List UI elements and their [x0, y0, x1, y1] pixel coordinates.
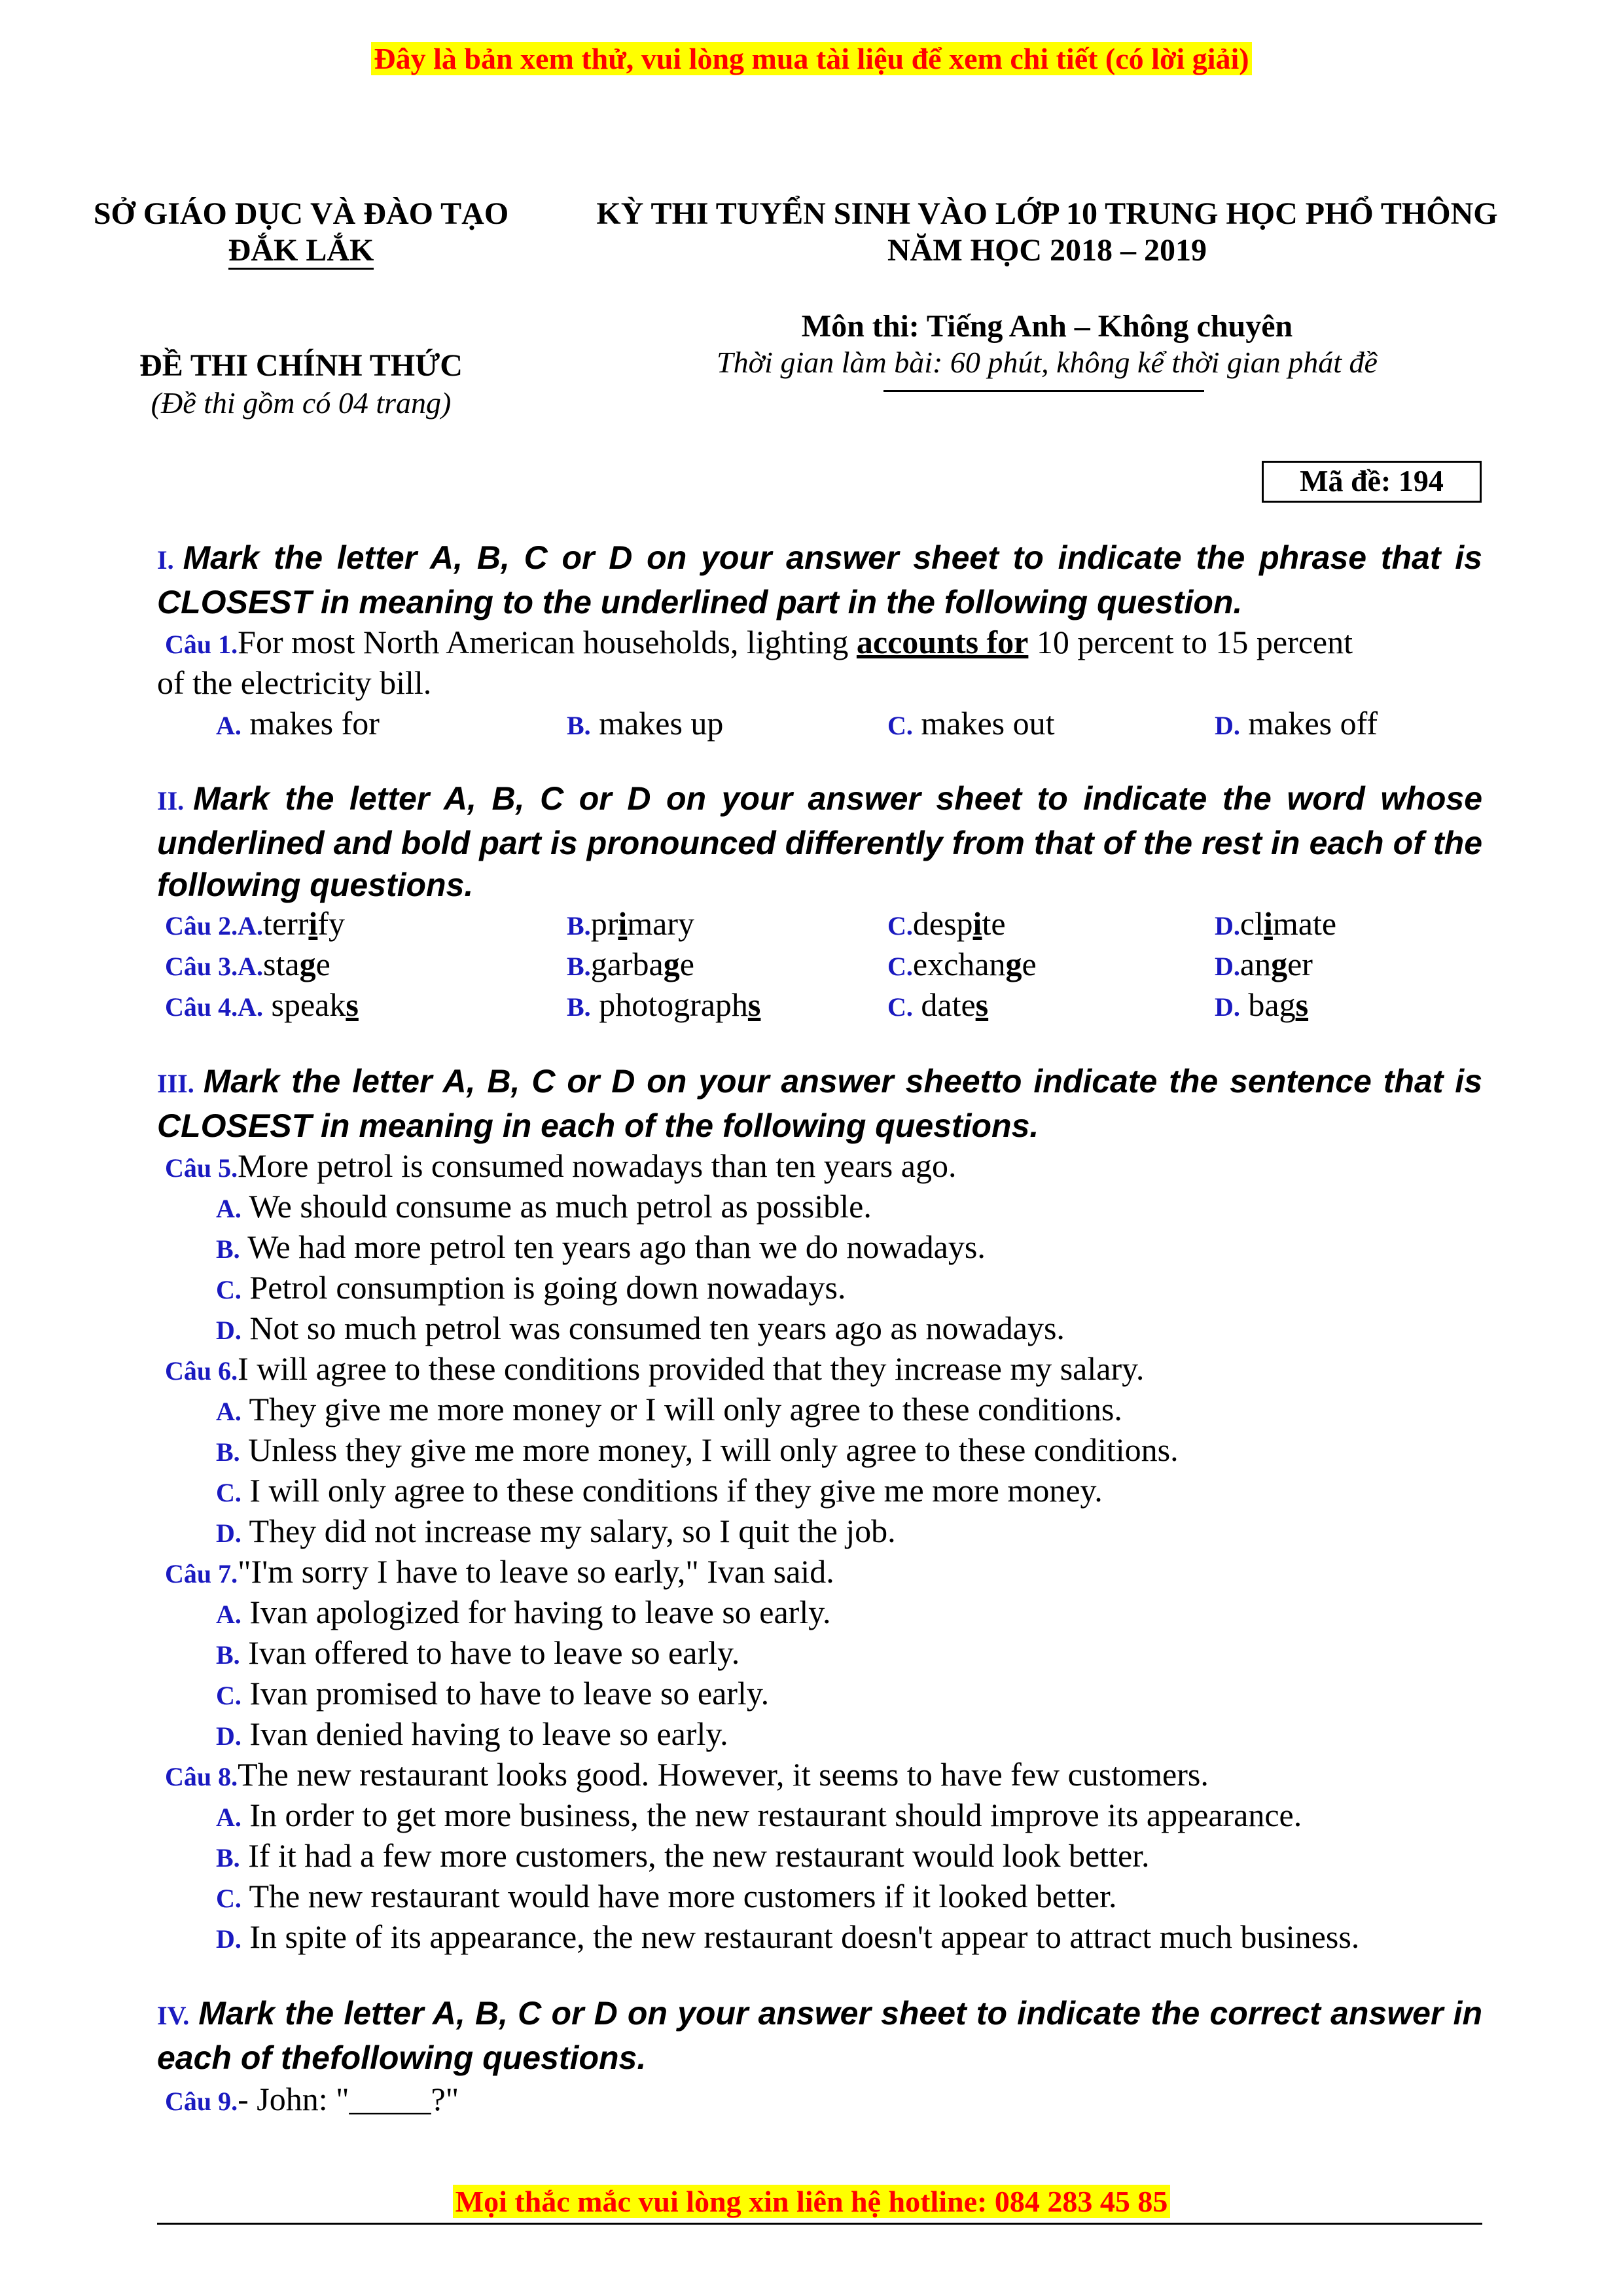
option-b[interactable]: [567, 984, 760, 1028]
question-label: Câu 1.: [165, 630, 238, 659]
option-c[interactable]: [216, 1267, 846, 1310]
option-letter: D.: [1215, 992, 1240, 1022]
footer-rule: [157, 2223, 1482, 2225]
option-letter: B.: [216, 1640, 240, 1670]
option-letter: A.: [238, 992, 264, 1022]
option-letter: D.: [216, 1518, 241, 1548]
option-text: They give me more money or I will only agree to these conditions.: [241, 1391, 1122, 1427]
question-4: [165, 984, 359, 1028]
word-part: bag: [1240, 986, 1296, 1023]
option-d[interactable]: [216, 1916, 1359, 1960]
option-d[interactable]: [1215, 903, 1336, 946]
hotline-banner: Mọi thắc mắc vui lòng xin liên hệ hotline: 084 283 45 85: [453, 2185, 1171, 2218]
option-letter: B.: [567, 992, 591, 1022]
option-letter: A.: [238, 952, 264, 981]
official-label: ĐỀ THI CHÍNH THỨC: [139, 348, 463, 383]
option-letter: C.: [887, 711, 913, 740]
option-letter: A.: [216, 1194, 241, 1223]
word-part: an: [1240, 946, 1272, 982]
option-letter: C.: [887, 952, 913, 981]
option-b[interactable]: [567, 703, 723, 746]
option-text: Ivan offered to have to leave so early.: [240, 1634, 740, 1671]
word-part: garba: [590, 946, 664, 982]
subject-line: Môn thi: Tiếng Anh – Không chuyên: [801, 309, 1293, 344]
option-letter: D.: [1215, 952, 1240, 981]
option-d[interactable]: [216, 1713, 728, 1757]
word-part: photograph: [590, 986, 748, 1023]
option-text: The new restaurant would have more customers if it looked better.: [241, 1878, 1117, 1914]
option-d[interactable]: [216, 1308, 1065, 1351]
question-stem: For most North American households, lighting: [238, 624, 857, 660]
option-b[interactable]: [216, 1632, 740, 1676]
question-6: [165, 1348, 1144, 1391]
question-stem: More petrol is consumed nowadays than ten years ago.: [238, 1147, 957, 1184]
option-b[interactable]: [567, 944, 694, 987]
option-text: Not so much petrol was consumed ten years ago as nowadays.: [241, 1310, 1065, 1346]
marked-letter: s: [1295, 986, 1309, 1023]
word-part: fy: [317, 905, 345, 942]
marked-letter: s: [975, 986, 989, 1023]
option-d[interactable]: [1215, 984, 1308, 1028]
option-text: If it had a few more customers, the new restaurant would look better.: [240, 1837, 1150, 1874]
option-letter: A.: [216, 1803, 241, 1832]
province-name: ĐẮK LẮK: [228, 233, 374, 270]
option-letter: B.: [567, 711, 591, 740]
header-rule: [883, 390, 1204, 392]
section-number: II.: [157, 786, 185, 816]
option-c[interactable]: [216, 1673, 769, 1716]
exam-title: KỲ THI TUYỂN SINH VÀO LỚP 10 TRUNG HỌC PHỔ THÔNG: [596, 196, 1498, 231]
school-year: NĂM HỌC 2018 – 2019: [887, 233, 1207, 268]
option-c[interactable]: [887, 944, 1037, 987]
section-number: IV.: [157, 2001, 190, 2030]
marked-letter: s: [346, 986, 359, 1023]
option-text: makes up: [590, 705, 724, 742]
question-7: [165, 1551, 834, 1594]
word-part: exchan: [912, 946, 1006, 982]
marked-letter: g: [1005, 946, 1022, 982]
option-letter: A.: [216, 711, 241, 740]
option-letter: D.: [216, 1316, 241, 1345]
question-label: Câu 3.: [165, 952, 238, 981]
option-b[interactable]: [216, 1835, 1150, 1878]
question-5: [165, 1145, 956, 1189]
option-a[interactable]: [216, 1389, 1122, 1432]
option-letter: B.: [216, 1437, 240, 1467]
word-part: er: [1287, 946, 1313, 982]
marked-letter: s: [747, 986, 761, 1023]
question-stem: "I'm sorry I have to leave so early," Ivan said.: [238, 1553, 834, 1590]
question-3: [165, 944, 330, 987]
option-letter: B.: [216, 1234, 240, 1264]
question-label: Câu 2.: [165, 911, 238, 941]
option-text: Petrol consumption is going down nowadays.: [241, 1269, 846, 1306]
option-text: Ivan apologized for having to leave so early.: [241, 1594, 831, 1630]
question-2: [165, 903, 345, 946]
section-number: III.: [157, 1069, 194, 1098]
option-letter: A.: [216, 1600, 241, 1629]
option-text: makes for: [241, 705, 380, 742]
option-letter: D.: [216, 1924, 241, 1954]
option-c[interactable]: [887, 703, 1055, 746]
option-letter: C.: [216, 1478, 241, 1507]
question-9: [165, 2079, 459, 2122]
instruction-text: Mark the letter A, B, C or D on your answer sheet to indicate the correct answer in each of thefollowing questions.: [157, 1995, 1482, 2076]
word-part: cl: [1240, 905, 1264, 942]
option-c[interactable]: [887, 903, 1006, 946]
option-letter: C.: [216, 1681, 241, 1710]
question-label: Câu 9.: [165, 2087, 238, 2116]
marked-letter: i: [1263, 905, 1273, 942]
marked-letter: g: [663, 946, 680, 982]
option-letter: B.: [567, 952, 591, 981]
marked-letter: i: [308, 905, 318, 942]
option-text: Ivan denied having to leave so early.: [241, 1715, 728, 1752]
marked-letter: i: [618, 905, 628, 942]
option-a[interactable]: [216, 703, 380, 746]
instruction-text: Mark the letter A, B, C or D on your answer sheet to indicate the word whose underlined and bold part is pronounced differently from that of the rest in each of the following questions.: [157, 780, 1482, 903]
option-letter: D.: [1215, 711, 1240, 740]
exam-code-box: Mã đề: 194: [1262, 461, 1482, 503]
page-count: (Đề thi gồm có 04 trang): [151, 386, 452, 420]
word-part: terr: [263, 905, 309, 942]
question-1-line2: of the electricity bill.: [157, 664, 432, 701]
option-text: In spite of its appearance, the new restaurant doesn't appear to attract much business.: [241, 1918, 1360, 1955]
option-text: We should consume as much petrol as possible.: [241, 1188, 872, 1225]
department-name: SỞ GIÁO DỤC VÀ ĐÀO TẠO: [93, 196, 509, 231]
option-text: makes off: [1240, 705, 1378, 742]
time-line: Thời gian làm bài: 60 phút, không kể thời gian phát đề: [717, 346, 1378, 379]
question-1: [165, 622, 1353, 665]
word-part: date: [912, 986, 976, 1023]
word-part: e: [679, 946, 694, 982]
word-part: e: [1022, 946, 1037, 982]
option-letter: C.: [216, 1275, 241, 1304]
word-part: sta: [263, 946, 300, 982]
marked-letter: g: [299, 946, 316, 982]
option-text: We had more petrol ten years ago than we do nowadays.: [240, 1229, 986, 1265]
question-label: Câu 8.: [165, 1762, 238, 1791]
word-part: te: [982, 905, 1006, 942]
word-part: mate: [1272, 905, 1337, 942]
option-text: They did not increase my salary, so I quit the job.: [241, 1513, 896, 1549]
option-letter: C.: [887, 911, 913, 941]
question-label: Câu 5.: [165, 1153, 238, 1183]
option-letter: A.: [238, 911, 264, 941]
word-part: speak: [263, 986, 346, 1023]
section-number: I.: [157, 545, 174, 575]
option-text: I will only agree to these conditions if they give me more money.: [241, 1472, 1103, 1509]
option-letter: C.: [887, 992, 913, 1022]
marked-letter: i: [972, 905, 982, 942]
question-stem: The new restaurant looks good. However, it seems to have few customers.: [238, 1756, 1209, 1793]
option-c[interactable]: [216, 1470, 1103, 1513]
question-8: [165, 1754, 1209, 1797]
section-2-instruction: [157, 778, 1482, 906]
option-b[interactable]: [216, 1227, 986, 1270]
section-1-instruction: [157, 537, 1482, 623]
option-text: makes out: [912, 705, 1055, 742]
option-b[interactable]: [567, 903, 694, 946]
question-stem-tail: 10 percent to 15 percent: [1028, 624, 1353, 660]
option-letter: A.: [216, 1397, 241, 1426]
section-4-instruction: [157, 1992, 1482, 2079]
instruction-text: Mark the letter A, B, C or D on your answer sheetto indicate the sentence that is CLOSEST in meaning in each of the following questions.: [157, 1063, 1482, 1144]
underlined-phrase: accounts for: [856, 624, 1029, 660]
word-part: desp: [912, 905, 973, 942]
option-letter: B.: [216, 1843, 240, 1873]
preview-banner: Đây là bản xem thử, vui lòng mua tài liệu để xem chi tiết (có lời giải): [371, 42, 1251, 75]
option-d[interactable]: [1215, 944, 1313, 987]
question-label: Câu 4.: [165, 992, 238, 1022]
option-c[interactable]: [887, 984, 988, 1028]
option-letter: C.: [216, 1884, 241, 1913]
marked-letter: g: [1271, 946, 1288, 982]
option-letter: D.: [216, 1721, 241, 1751]
option-letter: B.: [567, 911, 591, 941]
word-part: mary: [627, 905, 694, 942]
word-part: pr: [590, 905, 618, 942]
option-text: In order to get more business, the new restaurant should improve its appearance.: [241, 1797, 1302, 1833]
option-text: Ivan promised to have to leave so early.: [241, 1675, 770, 1712]
instruction-text: Mark the letter A, B, C or D on your answer sheet to indicate the phrase that is CLOSEST in meaning to the underlined part in the following question.: [157, 539, 1482, 620]
option-b[interactable]: [216, 1429, 1179, 1473]
option-letter: D.: [1215, 911, 1240, 941]
option-d[interactable]: [216, 1511, 896, 1554]
question-label: Câu 7.: [165, 1559, 238, 1588]
section-3-instruction: [157, 1060, 1482, 1147]
option-a[interactable]: [216, 1592, 830, 1635]
word-part: e: [315, 946, 330, 982]
option-a[interactable]: [216, 1795, 1302, 1838]
option-c[interactable]: [216, 1876, 1116, 1919]
option-d[interactable]: [1215, 703, 1378, 746]
option-text: Unless they give me more money, I will only agree to these conditions.: [240, 1431, 1179, 1468]
question-label: Câu 6.: [165, 1356, 238, 1386]
question-stem: I will agree to these conditions provided that they increase my salary.: [238, 1350, 1145, 1387]
option-a[interactable]: [216, 1186, 872, 1229]
question-stem: - John: "_____?": [238, 2081, 459, 2117]
